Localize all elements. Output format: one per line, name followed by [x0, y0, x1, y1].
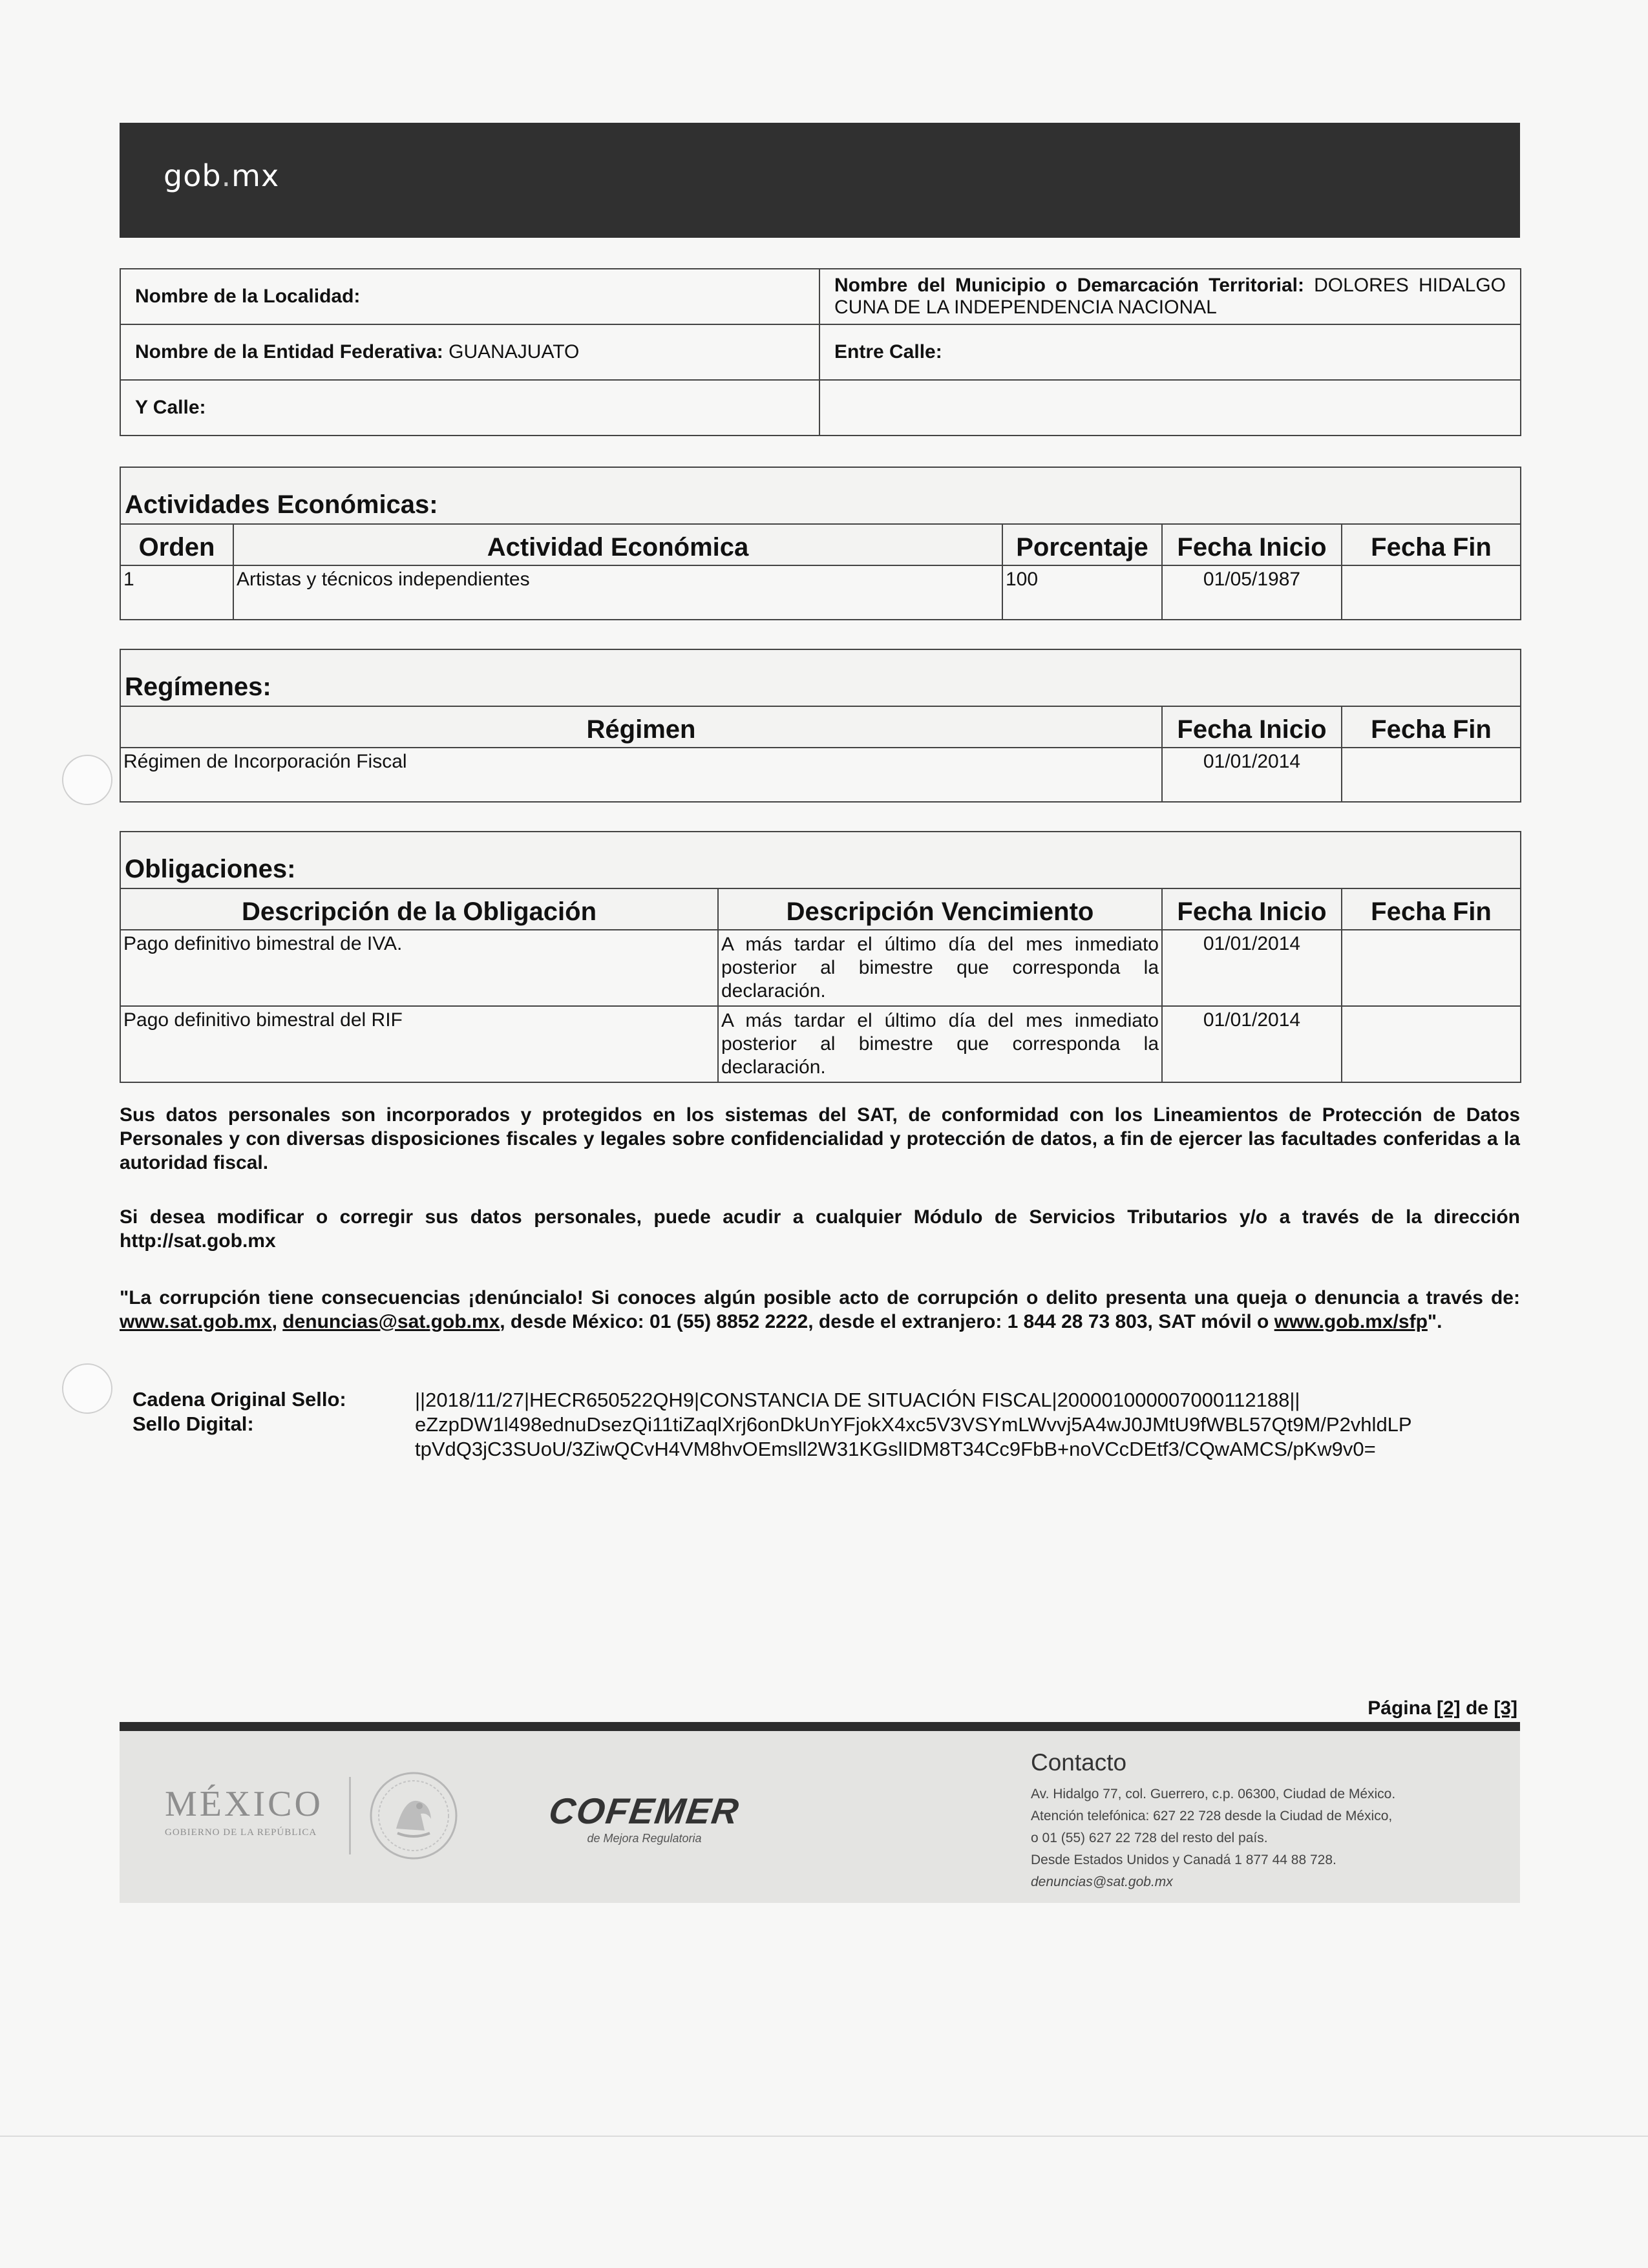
contact-address: Av. Hidalgo 77, col. Guerrero, c.p. 06300, Ciudad de México. [1031, 1787, 1396, 1801]
activity-percent: 100 [1002, 565, 1162, 620]
contact-info [1031, 1783, 1483, 1893]
col-due-description: Descripción Vencimiento [718, 888, 1162, 930]
col-activity: Actividad Económica [233, 524, 1002, 565]
col-end-date: Fecha Fin [1342, 706, 1521, 748]
cofemer-logo: COFEMER de Mejora Regulatoria [546, 1790, 743, 1845]
activity-name: Artistas y técnicos independientes [233, 565, 1002, 620]
regimes-title: Regímenes: [120, 649, 1521, 706]
scan-edge-line [0, 2136, 1648, 2137]
sfp-website-link[interactable]: www.gob.mx/sfp [1274, 1311, 1428, 1332]
municipality-label: Nombre del Municipio o Demarcación Territorial: [834, 275, 1304, 296]
contact-phone-usa-canada: Desde Estados Unidos y Canadá 1 877 44 88 728. [1031, 1853, 1336, 1867]
mexico-government-logo: MÉXICO GOBIERNO DE LA REPÚBLICA [165, 1784, 323, 1838]
privacy-notice: Sus datos personales son incorporados y protegidos en los sistemas del SAT, de conformidad con los Lineamientos de Protección de Datos Personales y con diversas disposiciones fiscales y legales sobre confidencialidad y protección de datos, a fin de ejercer las facultades conferidas a la autoridad fiscal. [120, 1104, 1520, 1173]
gob-mx-logo[interactable]: gob.mx [164, 158, 280, 193]
obligation-due: A más tardar el último día del mes inmediato posterior al bimestre que corresponda la declaración. [718, 1006, 1162, 1082]
between-street-cell [819, 324, 1521, 380]
corruption-notice: "La corrupción tiene consecuencias ¡denúncialo! Si conoces algún posible acto de corrupción o delito presenta una queja o denuncia a través de: www.sat.gob.mx, denuncias@sat.gob.mx, desde México: 01 (55) 8852 2222, desde el extranjero: 1 844 28 73 803, SAT móvil o www.gob.mx/sfp". [120, 1287, 1520, 1332]
regime-start-date: 01/01/2014 [1162, 748, 1342, 802]
col-order: Orden [120, 524, 233, 565]
seal-digital-value-line: tpVdQ3jC3SUoU/3ZiwQCvH4VM8hvOEmsll2W31KGslIDM8T34Cc9FbB+noVCcDEtf3/CQwAMCS/pKw9v0= [415, 1438, 1376, 1460]
table-row [120, 748, 1521, 802]
col-start-date: Fecha Inicio [1162, 888, 1342, 930]
obligation-description: Pago definitivo bimestral de IVA. [120, 930, 718, 1006]
address-table [120, 268, 1521, 436]
col-start-date: Fecha Inicio [1162, 706, 1342, 748]
page-number: Página [2] de [3] [1368, 1697, 1517, 1719]
obligation-start-date: 01/01/2014 [1162, 930, 1342, 1006]
col-regime: Régimen [120, 706, 1162, 748]
seal-chain-value: ||2018/11/27|HECR650522QH9|CONSTANCIA DE SITUACIÓN FISCAL|200001000007000112188|| [415, 1389, 1300, 1411]
activities-title: Actividades Económicas: [120, 467, 1521, 524]
regime-end-date [1342, 748, 1521, 802]
seal-chain-label: Cadena Original Sello: [132, 1388, 346, 1411]
state-cell [120, 324, 819, 380]
obligation-due: A más tardar el último día del mes inmediato posterior al bimestre que corresponda la declaración. [718, 930, 1162, 1006]
seal-digital-label: Sello Digital: [132, 1412, 254, 1435]
and-street-cell [120, 380, 819, 436]
activity-order: 1 [120, 565, 233, 620]
contact-phone-national: o 01 (55) 627 22 728 del resto del país. [1031, 1831, 1268, 1845]
logo-divider [349, 1777, 351, 1854]
col-end-date: Fecha Fin [1342, 888, 1521, 930]
locality-cell [120, 269, 819, 324]
contact-phone-cdmx: Atención telefónica: 627 22 728 desde la Ciudad de México, [1031, 1809, 1393, 1823]
obligation-start-date: 01/01/2014 [1162, 1006, 1342, 1082]
activities-table [120, 467, 1521, 620]
table-row [120, 930, 1521, 1006]
municipality-value: DOLORES HIDALGO CUNA DE LA INDEPENDENCIA NACIONAL [834, 275, 1506, 318]
coat-of-arms-icon [365, 1767, 462, 1867]
regime-name: Régimen de Incorporación Fiscal [120, 748, 1162, 802]
seal-digital-value-line: eZzpDW1l498ednuDsezQi11tiZaqlXrj6onDkUnYFjokX4xc5V3VSYmLWvvj5A4wJ0JMtU9fWBL57Qt9M/P2vhldLP [415, 1413, 1412, 1436]
obligation-end-date [1342, 930, 1521, 1006]
sat-website-link[interactable]: www.sat.gob.mx [120, 1311, 272, 1332]
denuncias-email-link[interactable]: denuncias@sat.gob.mx [282, 1311, 500, 1332]
punch-hole [62, 755, 112, 805]
obligation-description: Pago definitivo bimestral del RIF [120, 1006, 718, 1082]
col-obligation-description: Descripción de la Obligación [120, 888, 718, 930]
table-row [120, 565, 1521, 620]
footer-divider [120, 1722, 1520, 1731]
modify-data-notice: Si desea modificar o corregir sus datos personales, puede acudir a cualquier Módulo de Servicios Tributarios y/o a través de la dirección http://sat.gob.mx [120, 1206, 1520, 1252]
municipality-cell [819, 269, 1521, 324]
obligation-end-date [1342, 1006, 1521, 1082]
between-street-label: Entre Calle: [834, 341, 942, 362]
state-label: Nombre de la Entidad Federativa: [135, 341, 443, 362]
obligations-table [120, 831, 1521, 1083]
col-percent: Porcentaje [1002, 524, 1162, 565]
and-street-label: Y Calle: [135, 397, 206, 418]
punch-hole [62, 1363, 112, 1414]
locality-label: Nombre de la Localidad: [135, 286, 361, 307]
activity-start-date: 01/05/1987 [1162, 565, 1342, 620]
and-street-value-cell [819, 380, 1521, 436]
table-row [120, 1006, 1521, 1082]
obligations-title: Obligaciones: [120, 832, 1521, 888]
contact-email-link[interactable]: denuncias@sat.gob.mx [1031, 1874, 1173, 1889]
col-start-date: Fecha Inicio [1162, 524, 1342, 565]
contact-title: Contacto [1031, 1749, 1127, 1776]
header-bar [120, 123, 1520, 238]
regimes-table [120, 649, 1521, 803]
activity-end-date [1342, 565, 1521, 620]
state-value: GUANAJUATO [449, 341, 580, 362]
col-end-date: Fecha Fin [1342, 524, 1521, 565]
